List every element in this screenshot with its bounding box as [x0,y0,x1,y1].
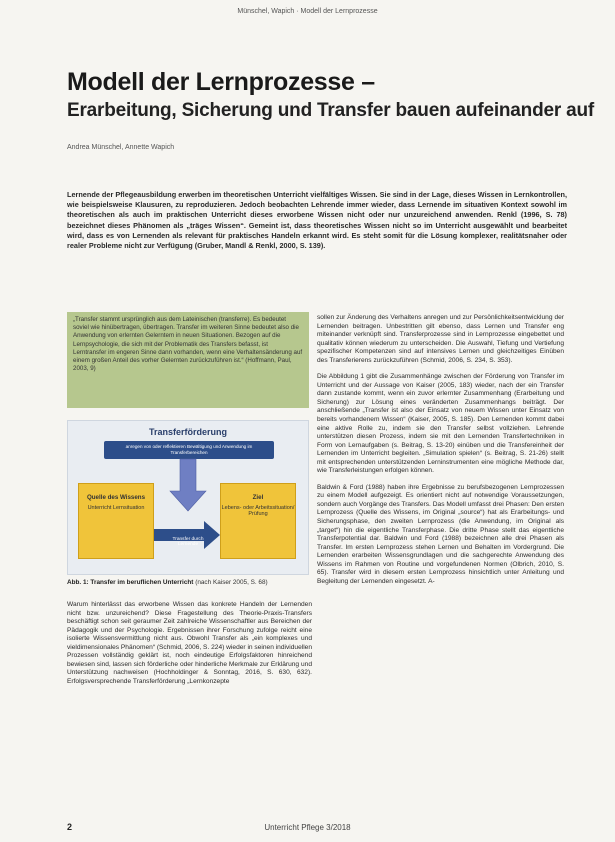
article-title: Modell der Lernprozesse – [67,68,375,96]
right-paragraph-1: sollen zur Änderung des Verhaltens anregen und zur Persönlichkeitsentwicklung der Lernenden beitragen. Unbestritten gilt ebenso, dass Lernen und Transfer eng miteinander verknüpft sind. Transferprozesse sind in Lernprozesse eingebettet und qualitativ können wiederum zu unterscheiden. Die Auswahl, Tiefung und Vertiefung spezifischer Kompetenzen sind auf intensives Lernen und gleichzeitiges Einüben des Transferierens zurückzuführen (Schmid, 2006, S. 234, S. 353). [317,314,564,364]
authors: Andrea Münschel, Annette Wapich [67,144,175,151]
right-paragraph-2: Die Abbildung 1 gibt die Zusammenhänge zwischen der Förderung von Transfer im Unterricht und der Aussage von Kaiser (2005, 183) wieder, nach der ein Transfer dann zustande kommt, wenn ein zuvor erlernter Zusammenhang (Erarbeitung und Sicherung) zur Lösung eines veränderten Zusammenhangs beiträgt. Der anschließende „Transfer ist also der Einsatz von neuem Wissen unter Einsatz von bereits vorhandenem Wissen“ (Kaiser, 2005, S. 185). Den Lernenden kommt dabei eine aktive Rolle zu, indem sie den Transfer selbst vollziehen. Lehrende unterstützen diesen Prozess, indem sie mit den Lernenden Transfertechniken in Form von Lernaufgaben (s. Beitrag, S. 13-20) einüben und die Transfereinheit der Lernenden im Unterricht begleiten. „Simulation spielen“ (s. Beitrag, S. 21-26) stellt mit entsprechenden unterstützenden Lerninstrumenten eine mögliche Methode dar, wie Transferleistungen erfolgen können. [317,373,564,475]
left-column-text [67,601,312,686]
target-title: Ziel [252,494,264,501]
source-title: Quelle des Wissens [86,494,146,501]
target-subtitle: Lebens- oder Arbeitssituation/ Prüfung [221,505,295,517]
left-paragraph: Warum hinterlässt das erworbene Wissen das konkrete Handeln der Lernenden nicht bzw. unzureichend? Diese Fragestellung des Theorie-Praxis-Transfers beschäftigt schon seit geraumer Zeit zahlreiche Wissenschaftler aus Bereichen der Pädagogik und der Psychologie. Ergebnissen ihrer Forschung zufolge reicht eine isolierte Wissensvermittlung nicht aus. Obwohl Transfer als „ein komplexes und vieldimensionales Phänomen“ (Schmid, 2006, S. 224) wieder in seinen individuellen Prozessen vollständig geklärt ist, noch eindeutige Erfolgsfaktoren hinreichend bewiesen sind, lassen sich förderliche oder hinderliche Merkmale zur Erklärung und Unterstützung nachweisen (Hochholdinger & Sonntag, 2016, S. 630, 632). Erfolgsversprechende Transferförderung „Lernkonzepte [67,601,312,685]
abstract: Lernende der Pflegeausbildung erwerben im theoretischen Unterricht vielfältiges Wissen. Sie sind in der Lage, dieses Wissen in Lernkontrollen, wie beispielsweise Klausuren, zu reproduzieren. Jedoch beobachten Lehrende immer wieder, dass Lernende im situativen Kontext sowohl im theoretischen als auch im praktischen Unterricht dieses erworbene Wissen nicht oder nur unzureichend anwenden. Renkl (1996, S. 78) bezeichnet dieses Phänomen als „träges Wissen“. Gemeint ist, dass theoretisches Wissen nicht so im Unterricht ausgewählt und bearbeitet wird, dass es von Lernenden als relevant für praktisches Handeln erkannt wird. Es steht somit für die Lösung komplexer, realitätsnaher oder realer Probleme nicht zur Verfügung (Gruber, Mandl & Renkl, 2000, S. 139). [67,190,567,251]
page-number: 2 [67,822,73,832]
figure-banner: anregen von oder reflektieren Bewältigung und Anwendung im Transferbereichen [104,441,274,459]
figure-caption [67,579,312,588]
journal-footer: Unterricht Pflege 3/2018 [264,823,351,832]
running-head: Münschel, Wapich · Modell der Lernprozesse [237,8,378,15]
source-box [78,483,154,559]
arrow-label: Transfer durch Lernende [172,537,204,547]
down-arrow-icon [170,459,206,511]
article-subtitle: Erarbeitung, Sicherung und Transfer bauen aufeinander auf [67,100,595,121]
right-paragraph-3: Baldwin & Ford (1988) haben ihre Ergebnisse zu berufsbezogenen Lernprozessen zu einem Modell aufgezeigt. Es orientiert nicht auf notwendige Voraussetzungen, sondern auch Vorgänge des Transfers. Das Modell umfasst drei Phasen: Den ersten Lernprozess (Quelle des Wissens, im Original „source“) hat als Erarbeitungs- und Sicherungsphase, den zweiten Lernprozess (die Anwendung, im Original als „target“) hin die eigentliche Transferphase. Die dritte Phase stellt das eigentliche Transferpotential dar. Baldwin und Ford (1988) bezeichnen alle drei Phasen als Transfer. Im ersten Lernprozess stehen Lernen und Behalten im Vordergrund. Die Lernenden erarbeiten Wissensgrundlagen und die sachgerechte Anwendung des Wissens im Rahmen von Routine und vorgefundenen Normen (Olbrich, 2010, S. 65). Transfer wird in diesem ersten Lernprozess hinsichtlich unter Anleitung und Begleitung der Lernenden eingesetzt. A- [317,483,564,585]
transfer-figure [67,420,309,575]
caption-rest: (nach Kaiser 2005, S. 68) [193,579,268,586]
figure-title: Transferförderung [148,427,227,437]
definition-box: „Transfer stammt ursprünglich aus dem Lateinischen (transferre). Es bedeutet soviel wie hinübertragen, übertragen. Transfer im weiteren Sinne bedeutet also die Anwendung von erlernten Gelerntem in neuen Situationen. Bezogen auf die Lernpsychologie, die sich mit der Problematik des Transfers befasst, ist Lerntransfer im engeren Sinne dann vorhanden, wenn eine Verhaltensänderung auf einem großen Anteil des vorher Gelernten zurückzuführen ist.“ (Hoffmann, Paul, 2003, 9) [67,312,309,408]
target-box [220,483,296,559]
right-column-text [317,314,564,586]
caption-label: Abb. 1: Transfer im beruflichen Unterricht [67,579,194,586]
source-subtitle: Unterricht Lernsituation [87,505,145,511]
